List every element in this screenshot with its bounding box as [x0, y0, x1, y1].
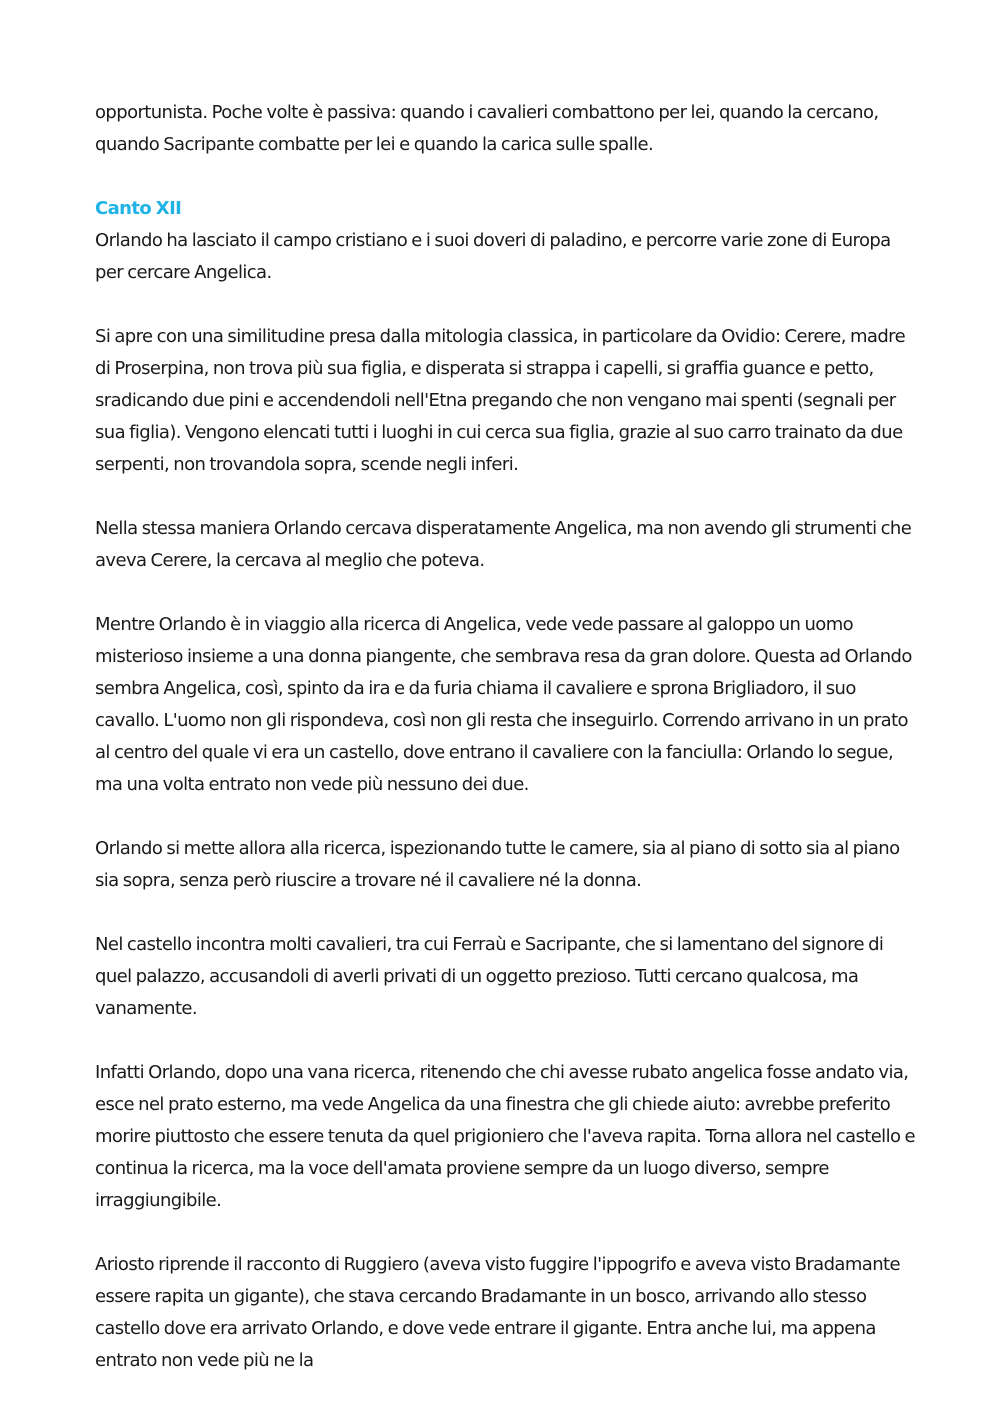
paragraph-4: Mentre Orlando è in viaggio alla ricerca di Angelica, vede vede passare al galoppo un uomo misterioso insieme a una donna piangente, che sembrava resa da gran dolore. Questa ad Orlando sembra Angelica, così, spinto da ira e da furia chiama il cavaliere e sprona Brigliadoro, il suo cavallo. L'uomo non gli rispondeva, così non gli resta che inseguirlo. Correndo arrivano in un prato al centro del quale vi era un castello, dove entrano il cavaliere con la fanciulla: Orlando lo segue, ma una volta entrato non vede più nessuno dei due. — [95, 614, 912, 795]
paragraph-6: Nel castello incontra molti cavalieri, tra cui Ferraù e Sacripante, che si lamentano del signore di quel palazzo, accusandoli di averli privati di un oggetto prezioso. Tutti cercano qualcosa, ma vanamente. — [95, 934, 884, 1019]
paragraph-1: Orlando ha lasciato il campo cristiano e i suoi doveri di paladino, e percorre varie zone di Europa per cercare Angelica. — [95, 230, 891, 283]
paragraph-2: Si apre con una similitudine presa dalla mitologia classica, in particolare da Ovidio: Cerere, madre di Proserpina, non trova più sua figlia, e disperata si strappa i capelli, si graffia guance e petto, sradicando due pini e accendendoli nell'Etna pregando che non vengano mai spenti (segnali per sua figlia). Vengono elencati tutti i luoghi in cui cerca sua figlia, grazie al suo carro trainato da due serpenti, non trovandola sopra, scende negli inferi. — [95, 326, 906, 475]
section-heading: Canto XII — [95, 198, 182, 219]
intro-paragraph: opportunista. Poche volte è passiva: quando i cavalieri combattono per lei, quando la cercano, quando Sacripante combatte per lei e quando la carica sulle spalle. — [95, 102, 879, 155]
paragraph-5: Orlando si mette allora alla ricerca, ispezionando tutte le camere, sia al piano di sotto sia al piano sia sopra, senza però riuscire a trovare né il cavaliere né la donna. — [95, 838, 900, 891]
paragraph-7: Infatti Orlando, dopo una vana ricerca, ritenendo che chi avesse rubato angelica fosse andato via, esce nel prato esterno, ma vede Angelica da una finestra che gli chiede aiuto: avrebbe preferito morire piuttosto che essere tenuta da quel prigioniero che l'aveva rapita. Torna allora nel castello e continua la ricerca, ma la voce dell'amata proviene sempre da un luogo diverso, sempre irraggiungibile. — [95, 1062, 915, 1211]
document-page — [95, 97, 915, 1409]
paragraph-3: Nella stessa maniera Orlando cercava disperatamente Angelica, ma non avendo gli strumenti che aveva Cerere, la cercava al meglio che poteva. — [95, 518, 912, 571]
paragraph-8: Ariosto riprende il racconto di Ruggiero (aveva visto fuggire l'ippogrifo e aveva visto Bradamante essere rapita un gigante), che stava cercando Bradamante in un bosco, arrivando allo stesso castello dove era arrivato Orlando, e dove vede entrare il gigante. Entra anche lui, ma appena entrato non vede più ne la — [95, 1254, 900, 1371]
